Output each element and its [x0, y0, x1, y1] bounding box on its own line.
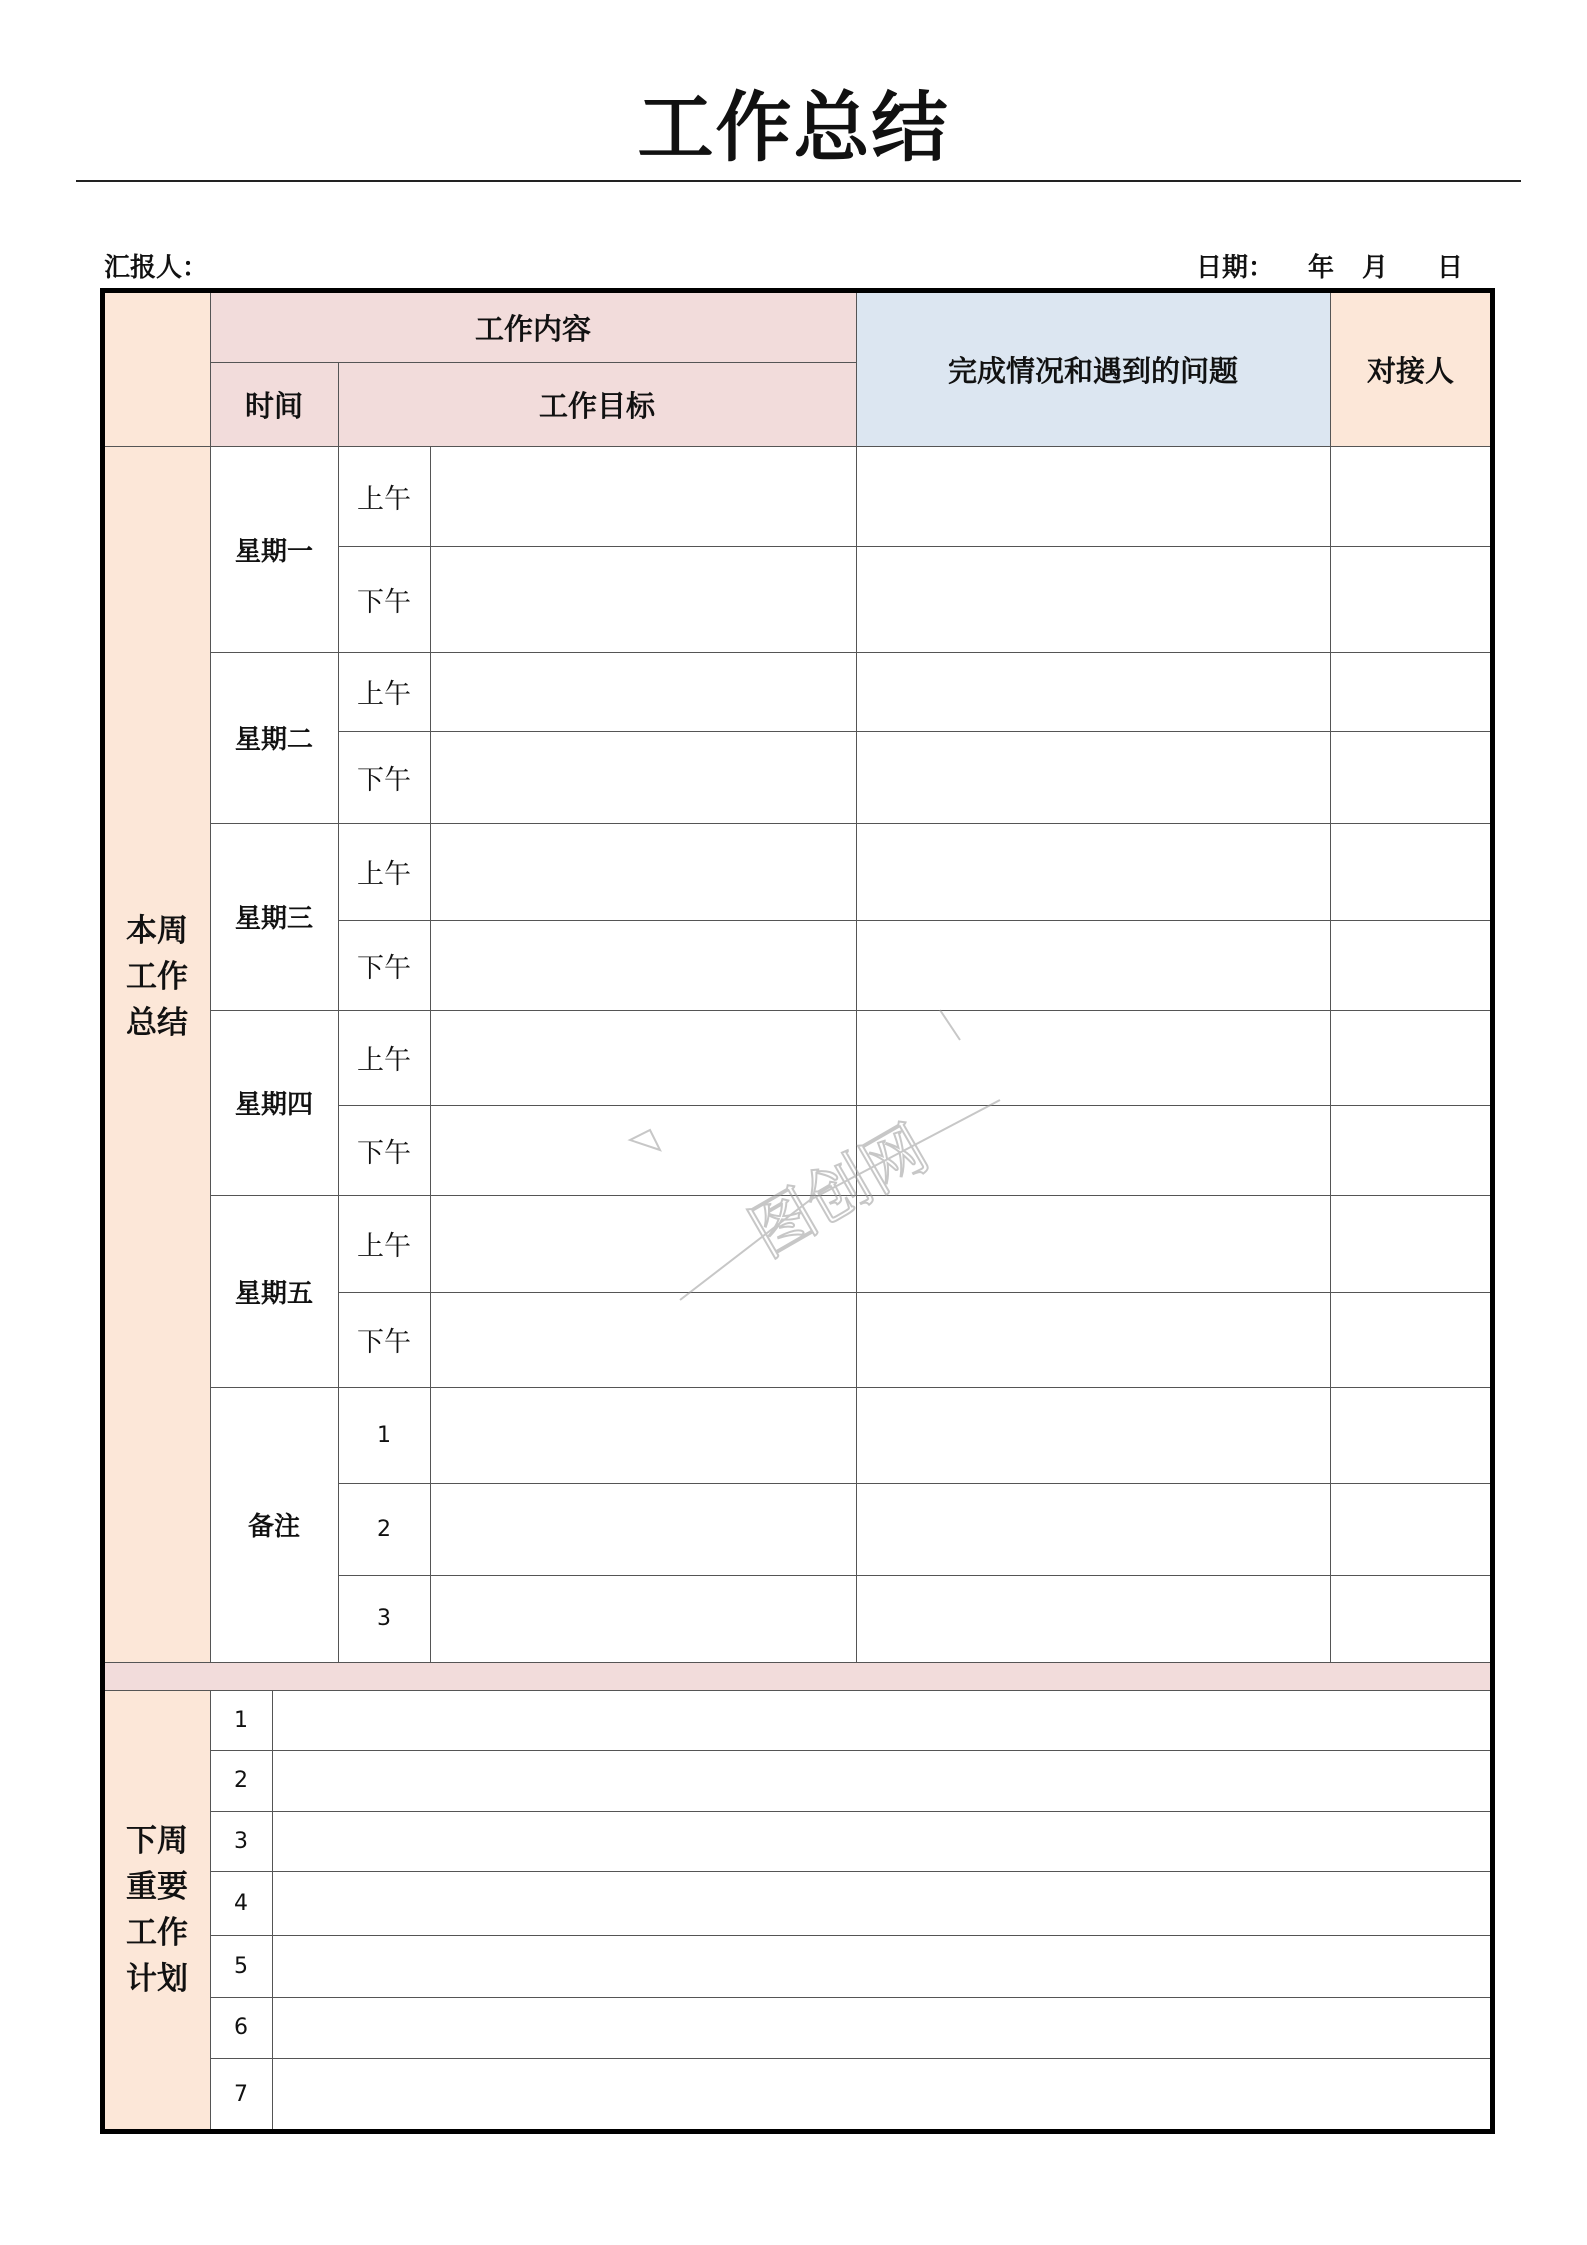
pm-label: 下午: [357, 586, 411, 618]
status-header: 完成情况和遇到的问题: [856, 292, 1330, 446]
contact-header: 对接人: [1330, 292, 1491, 446]
notes-label: 备注: [247, 1512, 300, 1542]
title-divider: [76, 180, 1521, 182]
row-line: [338, 1292, 1491, 1293]
plan-number: 7: [234, 2081, 248, 2107]
section-separator: [104, 1662, 1491, 1690]
this-week-side-label: 本周 工作 总结: [104, 292, 210, 1662]
day-label: 星期一: [234, 536, 313, 567]
plan-number: 5: [234, 1953, 248, 1979]
row-line: [210, 362, 856, 363]
column-line: [272, 1690, 273, 2130]
date-month-label: 月: [1362, 253, 1389, 283]
row-line: [338, 1483, 1491, 1484]
row-line: [338, 920, 1491, 921]
column-line: [430, 446, 431, 1662]
row-line: [104, 1690, 1491, 1691]
next-week-side-label: 下周 重要 工作 计划: [104, 1690, 210, 2130]
day-label: 星期二: [234, 725, 313, 755]
note-number: 1: [377, 1422, 391, 1448]
pm-label: 下午: [357, 952, 411, 984]
column-line: [1330, 292, 1331, 1662]
row-line: [338, 1105, 1491, 1106]
pm-label: 下午: [357, 764, 411, 796]
pm-label: 下午: [357, 1327, 411, 1358]
plan-number: 2: [234, 1768, 248, 1793]
row-line: [104, 1662, 1491, 1663]
am-label: 上午: [357, 1045, 411, 1076]
day-label: 星期四: [234, 1090, 313, 1120]
note-number: 3: [377, 1606, 391, 1631]
reporter-label: 汇报人：: [104, 253, 209, 283]
row-line: [210, 1935, 1491, 1936]
date-year-label: 年: [1308, 253, 1335, 283]
column-line: [338, 362, 339, 446]
note-number: 2: [377, 1516, 391, 1542]
plan-number: 1: [234, 1707, 248, 1733]
row-line: [210, 1871, 1491, 1872]
plan-number: 4: [234, 1890, 248, 1916]
date-label: 日期：: [1196, 253, 1275, 283]
day-label: 星期五: [234, 1278, 313, 1309]
row-line: [338, 731, 1491, 732]
row-line: [210, 1811, 1491, 1812]
pm-label: 下午: [357, 1137, 411, 1169]
column-line: [856, 292, 857, 1662]
column-line: [338, 446, 339, 1662]
plan-number: 3: [234, 1828, 248, 1854]
row-line: [210, 1997, 1491, 1998]
date-day-label: 日: [1437, 253, 1464, 283]
time-header: 时间: [210, 362, 338, 446]
am-label: 上午: [357, 859, 411, 890]
row-line: [338, 546, 1491, 547]
goal-header: 工作目标: [338, 362, 856, 446]
page-title: 工作总结: [637, 83, 950, 172]
plan-number: 6: [234, 2015, 248, 2040]
column-line: [210, 1690, 211, 2130]
row-line: [210, 2058, 1491, 2059]
watermark: [620, 960, 1040, 1320]
am-label: 上午: [357, 483, 411, 515]
row-line: [338, 1575, 1491, 1576]
work-content-header: 工作内容: [210, 292, 856, 362]
am-label: 上午: [357, 679, 411, 710]
row-line: [210, 1750, 1491, 1751]
watermark-text: 图创网: [737, 1111, 942, 1272]
am-label: 上午: [357, 1231, 411, 1262]
day-label: 星期三: [234, 904, 313, 934]
